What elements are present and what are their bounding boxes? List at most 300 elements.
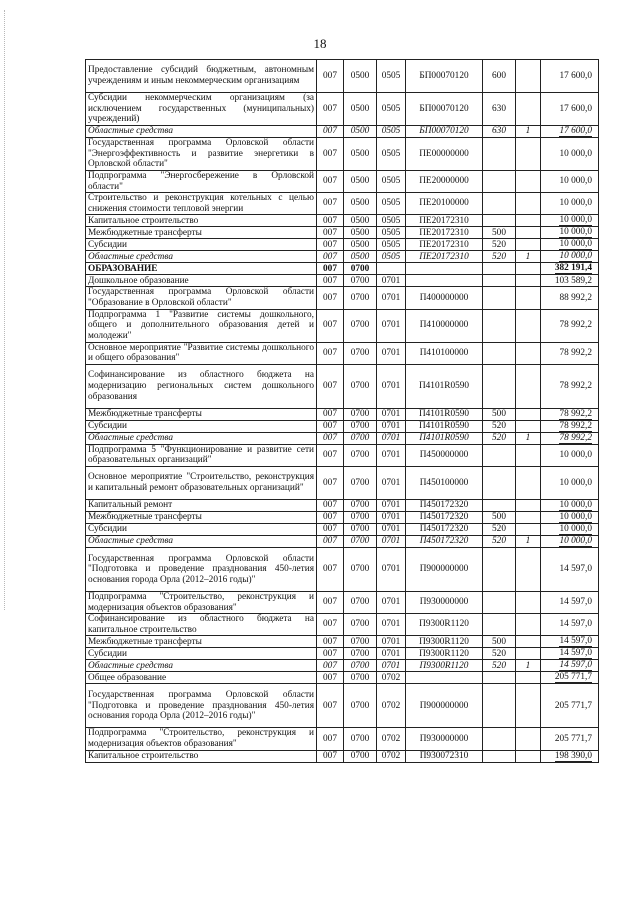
- cell-target-article: ПЕ20000000: [406, 171, 483, 193]
- cell-ministry-code: 007: [317, 93, 344, 126]
- row-name: Строительство и реконструкция котельных с целью снижения стоимости тепловой энергии: [86, 193, 317, 215]
- amount-value: 78 992,2: [559, 408, 592, 419]
- cell-amount: [541, 499, 599, 511]
- cell-section-code: 0700: [344, 309, 377, 342]
- cell-subsection-code: 0702: [377, 684, 406, 728]
- cell-expense-type: [483, 364, 516, 408]
- amount-value: 10 000,0: [559, 477, 592, 488]
- cell-subsection-code: 0505: [377, 138, 406, 171]
- cell-subsection-code: 0505: [377, 93, 406, 126]
- cell-subsection-code: 0505: [377, 126, 406, 138]
- row-name: Подпрограмма 1 "Развитие системы дошкольного, общего и дополнительного образования детей и молодежи": [86, 309, 317, 342]
- cell-subsection-code: 0505: [377, 171, 406, 193]
- row-name: Государственная программа Орловской области "Энергоэффективность и развитие энергетики в Орловской области": [86, 138, 317, 171]
- cell-subsection-code: 0505: [377, 227, 406, 239]
- row-name: Основное мероприятие "Строительство, реконструкция и капитальный ремонт образовательных организаций": [86, 466, 317, 499]
- table-row: [86, 287, 599, 309]
- cell-target-article: П410100000: [406, 342, 483, 364]
- cell-ministry-code: 007: [317, 138, 344, 171]
- table-row: [86, 444, 599, 466]
- row-name: Межбюджетные трансферты: [86, 227, 317, 239]
- cell-expense-type: 520: [483, 420, 516, 432]
- cell-target-article: П4101R0590: [406, 420, 483, 432]
- cell-ministry-code: 007: [317, 342, 344, 364]
- cell-section-code: 0500: [344, 93, 377, 126]
- row-name: Областные средства: [86, 432, 317, 444]
- cell-amount: [541, 263, 599, 275]
- cell-source-code: [516, 672, 541, 684]
- cell-section-code: 0700: [344, 591, 377, 613]
- row-name: Государственная программа Орловской области "Образование в Орловской области": [86, 287, 317, 309]
- cell-target-article: [406, 672, 483, 684]
- cell-target-article: П9300R1120: [406, 614, 483, 636]
- left-margin-mark: [4, 10, 6, 610]
- cell-section-code: 0700: [344, 275, 377, 287]
- amount-value: 17 600,0: [559, 126, 592, 136]
- cell-amount: [541, 750, 599, 762]
- row-name: Межбюджетные трансферты: [86, 511, 317, 523]
- table-row: [86, 227, 599, 239]
- cell-subsection-code: 0701: [377, 614, 406, 636]
- table-row: [86, 660, 599, 672]
- cell-section-code: 0700: [344, 511, 377, 523]
- cell-ministry-code: 007: [317, 215, 344, 227]
- cell-expense-type: [483, 138, 516, 171]
- cell-section-code: 0700: [344, 535, 377, 547]
- amount-value: 10 000,0: [559, 535, 592, 546]
- cell-source-code: 1: [516, 251, 541, 263]
- table-row: [86, 535, 599, 547]
- cell-subsection-code: 0701: [377, 636, 406, 648]
- cell-section-code: 0700: [344, 287, 377, 309]
- table-row: [86, 614, 599, 636]
- cell-section-code: 0500: [344, 126, 377, 138]
- table-row: [86, 672, 599, 684]
- row-name: Государственная программа Орловской области "Подготовка и проведение празднования 450-летия основания города Орла (2012–2016 годы)": [86, 684, 317, 728]
- table-row: [86, 684, 599, 728]
- row-name: Дошкольное образование: [86, 275, 317, 287]
- cell-section-code: 0500: [344, 60, 377, 93]
- cell-subsection-code: 0505: [377, 193, 406, 215]
- cell-section-code: 0700: [344, 466, 377, 499]
- cell-section-code: 0500: [344, 251, 377, 263]
- cell-expense-type: 630: [483, 93, 516, 126]
- cell-target-article: [406, 263, 483, 275]
- cell-source-code: [516, 342, 541, 364]
- row-name: Подпрограмма 5 "Функционирование и развитие сети образовательных организаций": [86, 444, 317, 466]
- cell-amount: [541, 444, 599, 466]
- cell-section-code: 0700: [344, 750, 377, 762]
- cell-expense-type: 500: [483, 408, 516, 420]
- cell-expense-type: [483, 171, 516, 193]
- table-row: [86, 263, 599, 275]
- row-name: Субсидии: [86, 523, 317, 535]
- cell-source-code: [516, 263, 541, 275]
- cell-subsection-code: 0701: [377, 660, 406, 672]
- cell-amount: [541, 684, 599, 728]
- amount-value: 10 000,0: [559, 251, 592, 262]
- cell-target-article: П4101R0590: [406, 432, 483, 444]
- cell-ministry-code: 007: [317, 263, 344, 275]
- cell-amount: [541, 215, 599, 227]
- table-row: [86, 60, 599, 93]
- table-row: [86, 251, 599, 263]
- cell-source-code: [516, 728, 541, 750]
- cell-subsection-code: 0701: [377, 499, 406, 511]
- cell-amount: [541, 126, 599, 138]
- cell-amount: [541, 420, 599, 432]
- cell-source-code: [516, 287, 541, 309]
- cell-source-code: [516, 636, 541, 648]
- cell-section-code: 0500: [344, 227, 377, 239]
- cell-expense-type: [483, 275, 516, 287]
- amount-value: 14 597,0: [559, 660, 592, 671]
- row-name: Капитальное строительство: [86, 215, 317, 227]
- amount-value: 10 000,0: [559, 523, 592, 534]
- cell-expense-type: [483, 750, 516, 762]
- cell-expense-type: [483, 444, 516, 466]
- cell-ministry-code: 007: [317, 408, 344, 420]
- row-name: Софинансирование из областного бюджета на капитальное строительство: [86, 614, 317, 636]
- row-name: Субсидии: [86, 648, 317, 660]
- cell-target-article: П9300R1120: [406, 636, 483, 648]
- cell-target-article: П930000000: [406, 591, 483, 613]
- cell-expense-type: 520: [483, 535, 516, 547]
- cell-amount: [541, 728, 599, 750]
- cell-section-code: 0700: [344, 672, 377, 684]
- amount-value: 10 000,0: [559, 227, 592, 238]
- cell-subsection-code: 0701: [377, 364, 406, 408]
- cell-subsection-code: 0701: [377, 466, 406, 499]
- cell-section-code: 0700: [344, 728, 377, 750]
- cell-section-code: 0700: [344, 523, 377, 535]
- cell-subsection-code: 0505: [377, 239, 406, 251]
- cell-subsection-code: 0505: [377, 251, 406, 263]
- table-row: [86, 364, 599, 408]
- cell-target-article: П9300R1120: [406, 660, 483, 672]
- table-row: [86, 275, 599, 287]
- cell-ministry-code: 007: [317, 648, 344, 660]
- amount-value: 17 600,0: [559, 70, 592, 81]
- cell-expense-type: 520: [483, 648, 516, 660]
- cell-expense-type: [483, 591, 516, 613]
- table-row: [86, 432, 599, 444]
- cell-source-code: [516, 750, 541, 762]
- cell-target-article: ПЕ20172310: [406, 251, 483, 263]
- table-row: [86, 408, 599, 420]
- cell-source-code: [516, 275, 541, 287]
- table-row: [86, 193, 599, 215]
- table-row: [86, 511, 599, 523]
- cell-ministry-code: 007: [317, 684, 344, 728]
- cell-subsection-code: 0702: [377, 672, 406, 684]
- cell-amount: [541, 227, 599, 239]
- cell-amount: [541, 547, 599, 591]
- table-row: [86, 547, 599, 591]
- cell-section-code: 0700: [344, 636, 377, 648]
- cell-ministry-code: 007: [317, 60, 344, 93]
- row-name: Основное мероприятие "Развитие системы дошкольного и общего образования": [86, 342, 317, 364]
- cell-ministry-code: 007: [317, 251, 344, 263]
- cell-expense-type: [483, 728, 516, 750]
- amount-value: 78 992,2: [559, 432, 592, 443]
- amount-value: 10 000,0: [559, 239, 592, 250]
- cell-amount: [541, 275, 599, 287]
- amount-value: 88 992,2: [559, 292, 592, 303]
- row-name: Областные средства: [86, 126, 317, 138]
- row-name: Областные средства: [86, 251, 317, 263]
- cell-target-article: П4101R0590: [406, 408, 483, 420]
- cell-ministry-code: 007: [317, 591, 344, 613]
- cell-ministry-code: 007: [317, 728, 344, 750]
- cell-expense-type: 500: [483, 227, 516, 239]
- cell-subsection-code: 0701: [377, 547, 406, 591]
- cell-target-article: П930000000: [406, 728, 483, 750]
- row-name: Капитальный ремонт: [86, 499, 317, 511]
- cell-source-code: 1: [516, 126, 541, 138]
- cell-source-code: [516, 239, 541, 251]
- row-name: Софинансирование из областного бюджета на модернизацию региональных систем дошкольного образования: [86, 364, 317, 408]
- table-row: [86, 126, 599, 138]
- cell-target-article: П4101R0590: [406, 364, 483, 408]
- cell-section-code: 0700: [344, 444, 377, 466]
- cell-subsection-code: 0701: [377, 432, 406, 444]
- table-row: [86, 591, 599, 613]
- row-name: ОБРАЗОВАНИЕ: [86, 263, 317, 275]
- amount-value: 10 000,0: [559, 215, 592, 226]
- cell-ministry-code: 007: [317, 636, 344, 648]
- cell-amount: [541, 364, 599, 408]
- table-row: [86, 342, 599, 364]
- row-name: Субсидии некоммерческим организациям (за исключением государственных (муниципальных) учреждений): [86, 93, 317, 126]
- cell-target-article: ПЕ20172310: [406, 215, 483, 227]
- row-name: Подпрограмма "Строительство, реконструкция и модернизация объектов образования": [86, 728, 317, 750]
- row-name: Капитальное строительство: [86, 750, 317, 762]
- cell-expense-type: [483, 499, 516, 511]
- cell-source-code: [516, 466, 541, 499]
- amount-value: 78 992,2: [559, 420, 592, 431]
- cell-section-code: 0700: [344, 684, 377, 728]
- cell-section-code: 0500: [344, 215, 377, 227]
- cell-ministry-code: 007: [317, 126, 344, 138]
- cell-source-code: [516, 215, 541, 227]
- cell-subsection-code: 0701: [377, 408, 406, 420]
- cell-expense-type: [483, 193, 516, 215]
- table-row: [86, 93, 599, 126]
- cell-amount: [541, 636, 599, 648]
- cell-expense-type: [483, 309, 516, 342]
- cell-ministry-code: 007: [317, 660, 344, 672]
- cell-subsection-code: 0701: [377, 523, 406, 535]
- row-name: Межбюджетные трансферты: [86, 408, 317, 420]
- cell-expense-type: 520: [483, 523, 516, 535]
- cell-subsection-code: 0701: [377, 444, 406, 466]
- cell-subsection-code: 0505: [377, 60, 406, 93]
- cell-section-code: 0700: [344, 420, 377, 432]
- row-name: Областные средства: [86, 535, 317, 547]
- amount-value: 14 597,0: [559, 597, 592, 608]
- cell-amount: [541, 466, 599, 499]
- amount-value: 10 000,0: [559, 148, 592, 159]
- cell-source-code: [516, 614, 541, 636]
- table-body: [86, 60, 599, 763]
- cell-section-code: 0700: [344, 660, 377, 672]
- cell-target-article: П410000000: [406, 309, 483, 342]
- table-row: [86, 420, 599, 432]
- cell-target-article: П400000000: [406, 287, 483, 309]
- table-row: [86, 523, 599, 535]
- cell-amount: [541, 287, 599, 309]
- amount-value: 14 597,0: [559, 564, 592, 575]
- cell-ministry-code: 007: [317, 287, 344, 309]
- cell-target-article: [406, 275, 483, 287]
- row-name: Общее образование: [86, 672, 317, 684]
- amount-value: 78 992,2: [559, 320, 592, 331]
- table-row: [86, 750, 599, 762]
- cell-subsection-code: 0701: [377, 591, 406, 613]
- cell-target-article: П450100000: [406, 466, 483, 499]
- table-row: [86, 499, 599, 511]
- cell-ministry-code: 007: [317, 275, 344, 287]
- cell-amount: [541, 523, 599, 535]
- cell-subsection-code: 0701: [377, 275, 406, 287]
- cell-source-code: 1: [516, 432, 541, 444]
- cell-amount: [541, 432, 599, 444]
- amount-value: 14 597,0: [559, 648, 592, 659]
- cell-ministry-code: 007: [317, 511, 344, 523]
- cell-subsection-code: 0701: [377, 342, 406, 364]
- cell-subsection-code: 0701: [377, 309, 406, 342]
- cell-amount: [541, 511, 599, 523]
- cell-amount: [541, 239, 599, 251]
- cell-expense-type: [483, 547, 516, 591]
- row-name: Субсидии: [86, 420, 317, 432]
- amount-value: 14 597,0: [559, 636, 592, 647]
- cell-ministry-code: 007: [317, 523, 344, 535]
- cell-source-code: [516, 591, 541, 613]
- cell-target-article: П450172320: [406, 511, 483, 523]
- cell-ministry-code: 007: [317, 171, 344, 193]
- cell-amount: [541, 171, 599, 193]
- cell-section-code: 0700: [344, 547, 377, 591]
- cell-target-article: П930072310: [406, 750, 483, 762]
- cell-amount: [541, 138, 599, 171]
- cell-target-article: ПЕ20100000: [406, 193, 483, 215]
- cell-source-code: [516, 648, 541, 660]
- amount-value: 10 000,0: [559, 511, 592, 522]
- cell-expense-type: [483, 466, 516, 499]
- cell-amount: [541, 648, 599, 660]
- cell-amount: [541, 591, 599, 613]
- cell-expense-type: [483, 215, 516, 227]
- cell-source-code: [516, 523, 541, 535]
- cell-section-code: 0700: [344, 408, 377, 420]
- cell-expense-type: 500: [483, 636, 516, 648]
- cell-amount: [541, 614, 599, 636]
- amount-value: 10 000,0: [559, 450, 592, 461]
- cell-amount: [541, 660, 599, 672]
- cell-target-article: П900000000: [406, 684, 483, 728]
- cell-source-code: [516, 60, 541, 93]
- cell-ministry-code: 007: [317, 227, 344, 239]
- amount-value: 17 600,0: [559, 103, 592, 114]
- cell-amount: [541, 309, 599, 342]
- cell-source-code: [516, 444, 541, 466]
- cell-source-code: [516, 420, 541, 432]
- table-row: [86, 138, 599, 171]
- cell-ministry-code: 007: [317, 432, 344, 444]
- cell-expense-type: 500: [483, 511, 516, 523]
- cell-expense-type: 520: [483, 432, 516, 444]
- cell-section-code: 0700: [344, 499, 377, 511]
- row-name: Подпрограмма "Строительство, реконструкция и модернизация объектов образования": [86, 591, 317, 613]
- cell-subsection-code: 0702: [377, 750, 406, 762]
- cell-target-article: П450000000: [406, 444, 483, 466]
- cell-subsection-code: 0701: [377, 287, 406, 309]
- cell-source-code: [516, 511, 541, 523]
- amount-value: 10 000,0: [559, 499, 592, 510]
- cell-target-article: П450172320: [406, 499, 483, 511]
- cell-subsection-code: [377, 263, 406, 275]
- cell-amount: [541, 535, 599, 547]
- cell-section-code: 0700: [344, 342, 377, 364]
- budget-table: [85, 59, 599, 763]
- cell-amount: [541, 193, 599, 215]
- amount-value: 10 000,0: [559, 198, 592, 209]
- row-name: Государственная программа Орловской области "Подготовка и проведение празднования 450-летия основания города Орла (2012–2016 годы)": [86, 547, 317, 591]
- amount-value: 78 992,2: [559, 380, 592, 391]
- table-row: [86, 636, 599, 648]
- cell-source-code: [516, 138, 541, 171]
- cell-target-article: П9300R1120: [406, 648, 483, 660]
- amount-value: 382 191,4: [554, 263, 592, 274]
- cell-section-code: 0500: [344, 171, 377, 193]
- table-row: [86, 239, 599, 251]
- amount-value: 10 000,0: [559, 176, 592, 187]
- cell-ministry-code: 007: [317, 364, 344, 408]
- cell-ministry-code: 007: [317, 750, 344, 762]
- cell-expense-type: [483, 684, 516, 728]
- cell-source-code: [516, 309, 541, 342]
- cell-section-code: 0700: [344, 263, 377, 275]
- cell-source-code: 1: [516, 660, 541, 672]
- cell-amount: [541, 672, 599, 684]
- cell-ministry-code: 007: [317, 499, 344, 511]
- cell-ministry-code: 007: [317, 239, 344, 251]
- cell-expense-type: [483, 342, 516, 364]
- page-number: 18: [313, 36, 327, 51]
- cell-source-code: [516, 171, 541, 193]
- cell-ministry-code: 007: [317, 672, 344, 684]
- cell-amount: [541, 342, 599, 364]
- cell-ministry-code: 007: [317, 193, 344, 215]
- cell-subsection-code: 0701: [377, 511, 406, 523]
- cell-ministry-code: 007: [317, 420, 344, 432]
- cell-target-article: ПЕ20172310: [406, 239, 483, 251]
- cell-source-code: [516, 499, 541, 511]
- cell-section-code: 0700: [344, 432, 377, 444]
- cell-subsection-code: 0702: [377, 728, 406, 750]
- cell-section-code: 0700: [344, 364, 377, 408]
- cell-section-code: 0500: [344, 239, 377, 251]
- cell-expense-type: 630: [483, 126, 516, 138]
- cell-source-code: [516, 408, 541, 420]
- cell-target-article: БП00070120: [406, 60, 483, 93]
- cell-expense-type: [483, 263, 516, 275]
- cell-target-article: ПЕ00000000: [406, 138, 483, 171]
- amount-value: 205 771,7: [554, 672, 592, 683]
- cell-expense-type: 520: [483, 239, 516, 251]
